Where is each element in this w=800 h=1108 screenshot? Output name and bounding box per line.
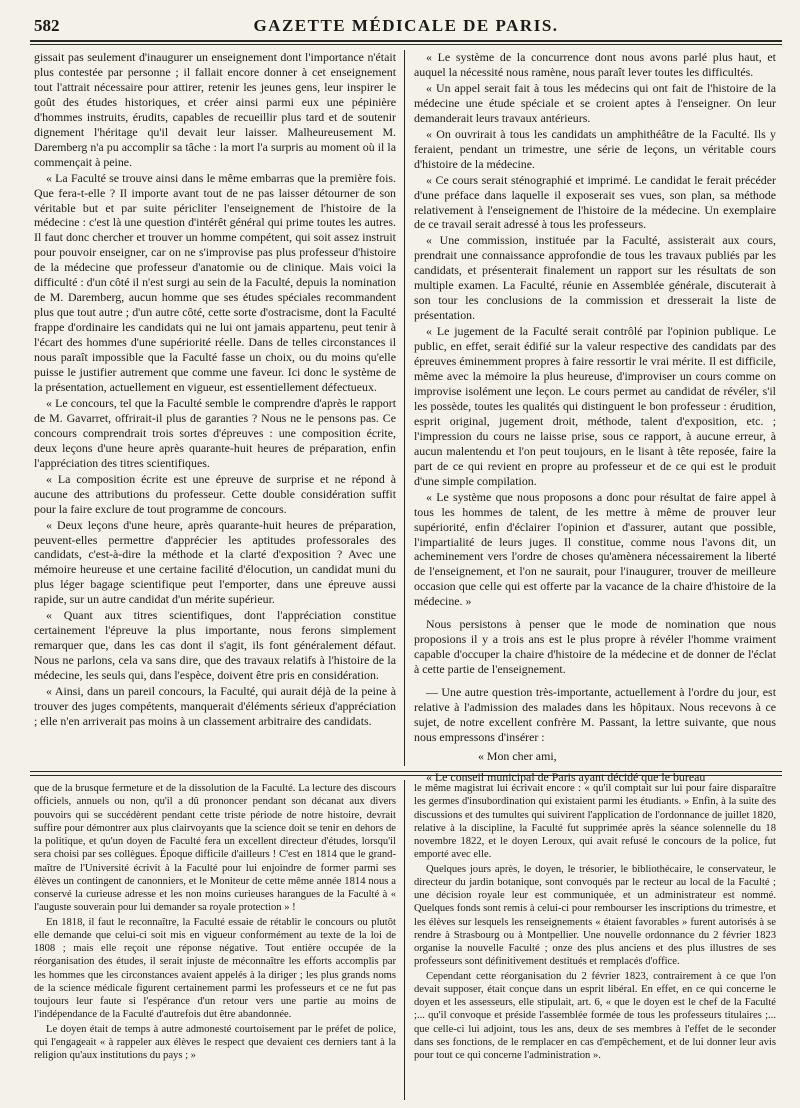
column-divider-lower (404, 780, 405, 1100)
header-rule-thin (30, 44, 782, 45)
paragraph: Le doyen était de temps à autre admonesté courtoisement par le préfet de police, qui l'engageait « à rappeler aux élèves le respect que devaient ces derniers tant à la religion qu'aux institutions du pays ; » (34, 1023, 396, 1061)
upper-right-column (414, 50, 776, 784)
paragraph: « La composition écrite est une épreuve de surprise et ne répond à aucune des attributions du professeur. Cette double considération suffit pour la faire exclure de tout programme de concours. (34, 471, 396, 516)
paragraph: « Deux leçons d'une heure, après quarante-huit heures de préparation, peuvent-elles permettre d'apprécier les aptitudes professorales des candidats, c'est-à-dire la méthode et la clarté d'exposition ? Avec une mémoire heureuse et une certaine facilité d'élocution, un candidat muni du plus léger bagage scientifique peut l'emporter, dans une épreuve aussi rapide, sur un autre candidat d'un mérite supérieur. (34, 517, 396, 607)
paragraph: que de la brusque fermeture et de la dissolution de la Faculté. La lecture des discours officiels, annuels ou non, qu'il a dû prononcer pendant son décanat aux divers pouvoirs qui se succédèrent pendant cette triste période de notre histoire, devrait suffire pour démontrer aux plus clairvoyants que la science doit se tenir en dehors de la politique, et qu'un doyen de Faculté fera un excellent directeur d'études, lorsqu'il sera choisi par ses collègues. Époque difficile d'ailleurs ! C'est en 1814 que le grand-maître de l'Université écrivit à la Faculté pour lui enjoindre de former parmi ses élèves un contingent de canonniers, et le Moniteur de cette même année 1814 nous a conservé la curieuse adresse et les non moins curieuses harangues de la Faculté à « l'auguste souverain pour lui demander sa royale protection » ! (34, 783, 396, 914)
journal-title: GAZETTE MÉDICALE DE PARIS. (253, 16, 559, 35)
letter-salutation: « Mon cher ami, (478, 748, 557, 763)
paragraph: « Le système que nous proposons a donc pour résultat de faire appel à tous les hommes de talent, de les mettre à même de prouver leur supériorité, enfin d'éclairer l'opinion et d'assurer, autant que possible, l'impartialité de leurs juges. Il constitue, comme nous l'avons dit, un acheminement vers l'ordre de choses qu'amènera nécessairement la liberté de l'enseignement, et l'on ne saurait, pour l'inaugurer, trouver de meilleure occasion que celle qui est offerte par la vacance de la chaire d'histoire de la médecine. » (414, 489, 776, 609)
paragraph: Quelques jours après, le doyen, le trésorier, le bibliothécaire, le conservateur, le directeur du jardin botanique, sont convoqués par le recteur au local de la Faculté ; une décision royale leur est communiquée, et un administrateur est nommé. Quelques fonds sont remis à celui-ci pour rembourser les inscriptions du trimestre, et les élèves sur lesquels les renseignements « étaient favorables » furent autorisés à se rendre à Strasbourg ou à Montpellier. Une nouvelle ordonnance du 2 février 1823 organise la nouvelle Faculté ; onze des plus anciens et des plus illustres de ses professeurs sont définitivement destitués et remplacés d'office. (414, 863, 776, 968)
paragraph: En 1818, il faut le reconnaître, la Faculté essaie de rétablir le concours ou plutôt elle demande que celui-ci soit mis en vigueur conformément au texte de la loi de 1808 ; mais elle reçoit une réponse négative. Tout entière occupée de la réorganisation des études, il serait injuste de méconnaître les efforts accomplis par les hommes que les circonstances avaient appelés à la diriger ; les plus grands noms de la science médicale figurent certainement parmi les professeurs et ce ne fut pas toujours leur faute si l'espérance d'un retour vers une partie au moins de l'indépendance de la Faculté d'autrefois dut être abandonnée. (34, 916, 396, 1021)
paragraph: « Quant aux titres scientifiques, dont l'appréciation constitue certainement l'épreuve la plus importante, nous ferons simplement remarquer que, dans les cas dont il s'agit, ils font généralement défaut. Nous ne parlons, cela va sans dire, que des travaux relatifs à l'histoire de la médecine, les seuls qui, dans l'espèce, doivent être pris en considération. (34, 608, 396, 683)
paragraph: — Une autre question très-importante, actuellement à l'ordre du jour, est relative à l'admission des malades dans les hôpitaux. Nous recevons à ce sujet, de notre excellent confrère M. Passant, la lettre suivante, que nous nous empressons d'insérer : (414, 685, 776, 744)
paragraph: « Ainsi, dans un pareil concours, la Faculté, qui aurait déjà de la peine à trouver des juges compétents, manquerait d'éléments sérieux d'appréciation ; elle n'en arriverait pas moins à un classement arbitraire des candidats. (34, 684, 396, 728)
paragraph: Nous persistons à penser que le mode de nomination que nous proposions il y a trois ans est le plus propre à révéler l'homme vraiment capable d'occuper la chaire d'histoire de la médecine et de donner de l'éclat à cette partie de l'enseignement. (414, 617, 776, 677)
paragraph: « Le concours, tel que la Faculté semble le comprendre d'après le rapport de M. Gavarret, offrirait-il plus de garanties ? Nous ne le pensons pas. Ce concours comprendrait trois sortes d'épreuves : une composition écrite, deux leçons d'une heure après quarante-huit heures de préparation, enfin l'appréciation des titres scientifiques. (34, 395, 396, 470)
paragraph: « Le jugement de la Faculté serait contrôlé par l'opinion publique. Le public, en effet, serait édifié sur la valeur respective des candidats par des épreuves éminemment propres à faire ressortir le vrai mérite. Il est difficile, même avec la mémoire la plus heureuse, d'improviser un cours comme on improvise isolément une leçon. Le cours permet au candidat de révéler, s'il les possède, toutes les qualités qui distinguent le bon professeur : érudition, esprit original, jugement droit, méthode, talent d'exposition, etc. ; l'impression du cours ne laisse prise, sous ce rapport, à aucune erreur, à aucun malentendu et l'on peut toujours, en le lisant à tête reposée, faire la part de ce qui revient en propre au professeur et de ce qui est le produit d'une simple compilation. (414, 324, 776, 488)
paragraph: « Le conseil municipal de Paris ayant décidé que le bureau (426, 769, 706, 784)
lower-left-column (34, 782, 396, 1100)
paragraph: « Un appel serait fait à tous les médecins qui ont fait de l'histoire de la médecine une étude spéciale et se croient aptes à l'enseigner. On leur demanderait leurs travaux antérieurs. (414, 80, 776, 125)
upper-left-column (34, 50, 396, 766)
paragraph: Cependant cette réorganisation du 2 février 1823, contrairement à ce que l'on devait supposer, était conçue dans un esprit libéral. En effet, en ce qui concerne le doyen et les assesseurs, elle stipulait, art. 6, « que le doyen est le chef de la Faculté ;... qu'il convoque et préside l'assemblée formée de tous les professeurs titulaires ;... que celle-ci lui adjoint, tous les ans, deux de ses membres à l'effet de le seconder dans ses fonctions, de le remplacer en cas d'empêchement, et de lui donner leur avis pour tout ce qui concerne l'administration ». (414, 970, 776, 1061)
paragraph: le même magistrat lui écrivait encore : « qu'il comptait sur lui pour faire disparaître les germes d'insubordination qui existaient parmi les étudiants. » Enfin, à la suite des discussions et des tumultes qui suivirent l'application de l'ordonnance de juillet 1820, relative à la discipline, la Faculté fut supprimée après la séance solennelle du 18 novembre 1822, et le doyen Leroux, qui avait refusé le concours de la police, fut emporté avec elle. (414, 783, 776, 861)
paragraph: « On ouvrirait à tous les candidats un amphithéâtre de la Faculté. Ils y feraient, pendant un trimestre, une série de leçons, un véritable cours d'histoire de la médecine. (414, 126, 776, 171)
column-divider-upper (404, 50, 405, 766)
paragraph: gissait pas seulement d'inaugurer un enseignement dont l'importance n'était plus contestée par personne ; il fallait encore donner à cet enseignement tout l'attrait nécessaire pour attirer, retenir les jeunes gens, leur inspirer le goût des études historiques, et créer ainsi parmi eux une pépinière d'hommes instruits, érudits, capables de recueillir plus tard et de soutenir dignement l'héritage qu'il devait leur laisser. Malheureusement M. Daremberg n'a pu accomplir sa tâche : la mort l'a surpris au moment où il la commençait à peine. (34, 50, 396, 169)
paragraph: « Une commission, instituée par la Faculté, assisterait aux cours, prendrait une connaissance approfondie de tous les travaux publiés par les candidats, et présenterait finalement un rapport sur les résultats de son multiple examen. La Faculté, réunie en Assemblée générale, discuterait à son tour les conclusions de la commission et dresserait la liste de présentation. (414, 233, 776, 323)
header-rule (30, 40, 782, 42)
paragraph: « Ce cours serait sténographié et imprimé. Le candidat le ferait précéder d'une préface dans laquelle il exposerait ses vues, son plan, sa méthode relativement à l'enseignement de l'histoire de la médecine. Un exemplaire de ce travail serait adressé à tous les professeurs. (414, 172, 776, 232)
paragraph: « La Faculté se trouve ainsi dans le même embarras que la première fois. Que fera-t-elle ? Il importe avant tout de ne pas laisser détourner de son véritable but et par suite péricliter l'enseignement de l'histoire de la médecine : c'est là une question d'intérêt général qui prime toutes les autres. Il faut donc chercher et trouver un homme compétent, qui soit assez instruit pour pouvoir enseigner, car on ne s'improvise pas plus professeur d'histoire de la médecine que professeur d'anatomie ou de clinique. Mais voici la difficulté : d'un côté il n'est surgi au sein de la Faculté, depuis la nomination de M. Daremberg, aucun homme que ses études spéciales recommandent plus que tout autre ; d'un autre côté, cette sorte d'ostracisme, dont la Faculté frappe d'ordinaire les candidats qui ne lui ont jamais appartenu, peut tenir à l'écart des hommes d'une supériorité réelle. Dans de telles circonstances il nous paraît impossible que la Faculté fasse un choix, ou du moins qu'elle puisse le justifier autrement que comme une faveur. Ici donc le système de la présentation, actuellement en vigueur, est essentiellement défectueux. (34, 170, 396, 394)
lower-right-column (414, 782, 776, 1100)
paragraph: « Le système de la concurrence dont nous avons parlé plus haut, et auquel la nécessité nous ramène, nous paraît lever toutes les difficultés. (414, 50, 776, 79)
page-number: 582 (34, 16, 60, 35)
